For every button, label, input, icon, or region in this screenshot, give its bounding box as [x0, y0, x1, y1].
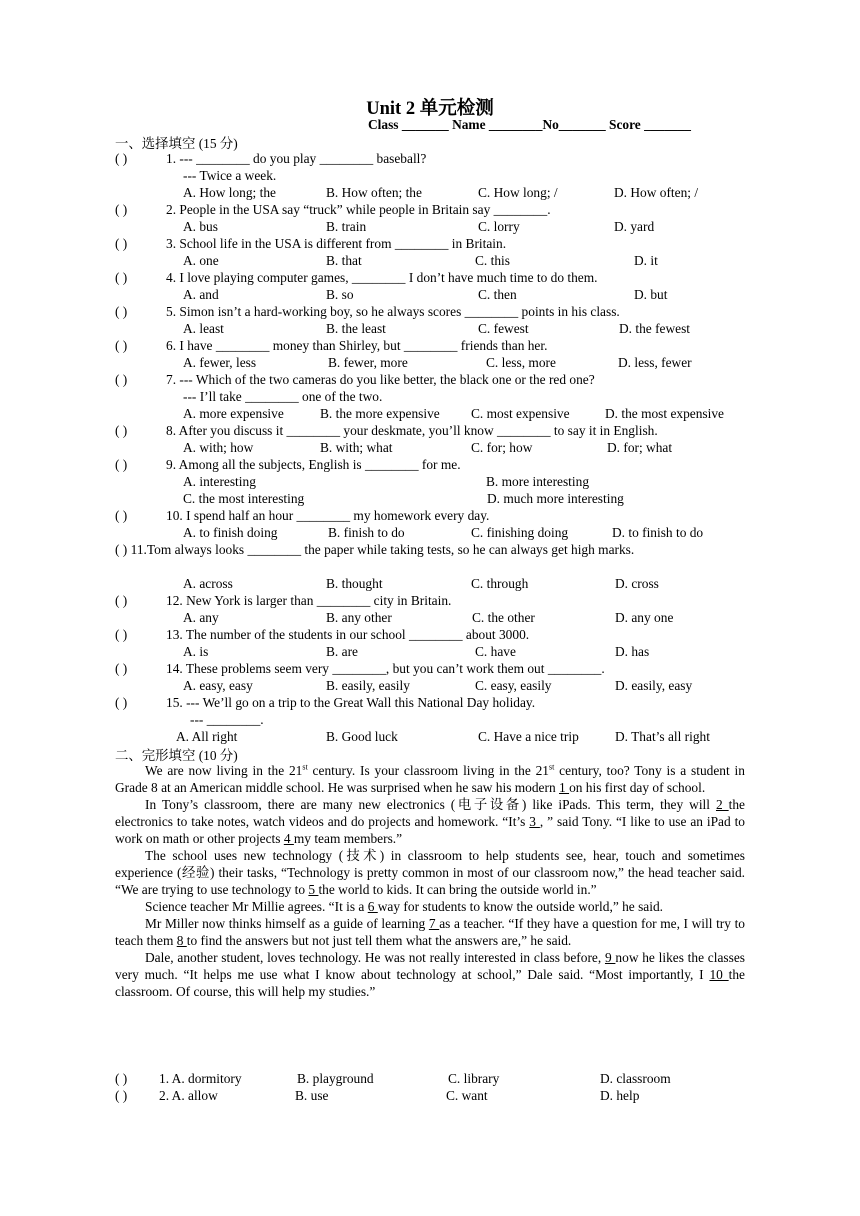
question-stem: 4. I love playing computer games, ________ I don’t have much time to do them.: [166, 270, 598, 285]
paragraph-4: Science teacher Mr Millie agrees. “It is a 6 way for students to know the outside world,” he said.: [145, 899, 664, 914]
option-b: B. train: [326, 219, 367, 234]
blank-5: 5: [308, 882, 319, 897]
question-9-options-row1: [183, 473, 743, 490]
option-a: A. bus: [183, 219, 218, 234]
answer-bracket: ( ): [115, 542, 128, 557]
question-10-options: [183, 524, 743, 541]
blank-8: 8: [176, 933, 187, 948]
question-stem: 3. School life in the USA is different from ________ in Britain.: [166, 236, 507, 251]
option-a: A. any: [183, 610, 219, 625]
question-2-options: [183, 218, 743, 235]
question-8-options: [183, 439, 743, 456]
section2-heading: 二、完形填空 (10 分): [115, 748, 238, 763]
question-7-options: [183, 405, 743, 422]
answer-bracket: ( ): [115, 151, 128, 166]
question-3-options: [183, 252, 743, 269]
cloze-passage: [115, 762, 745, 1000]
answer-bracket: ( ): [115, 236, 128, 251]
option-b: B. use: [295, 1088, 329, 1103]
question-12-options: [183, 609, 743, 626]
option-b: B. finish to do: [328, 525, 405, 540]
answer-bracket: ( ): [115, 1088, 128, 1103]
option-c: C. for; how: [471, 440, 533, 455]
option-a: A. across: [183, 576, 233, 591]
option-d: D. easily, easy: [615, 678, 693, 693]
question-stem: 10. I spend half an hour ________ my homework every day.: [166, 508, 490, 523]
question-stem: 1. --- ________ do you play ________ baseball?: [166, 151, 427, 166]
option-d: D. cross: [615, 576, 659, 591]
option-a: A. easy, easy: [183, 678, 253, 693]
cloze-answer-1: [115, 1070, 745, 1087]
option-c: C. library: [448, 1071, 500, 1086]
paragraph-6: Dale, another student, loves technology. He was not really interested in class before, 9 now he likes the classes very much. “It helps me use what I know about technology at school,” Dale said. “Most importantly, I 10 the classroom. Of course, this will help my studies.”: [115, 950, 745, 999]
answer-bracket: ( ): [115, 508, 128, 523]
option-c: C. lorry: [478, 219, 520, 234]
option-a: A. and: [183, 287, 219, 302]
question-stem: 11.Tom always looks ________ the paper while taking tests, so he can always get high marks.: [130, 542, 635, 557]
answer-bracket: ( ): [115, 372, 128, 387]
answer-bracket: ( ): [115, 423, 128, 438]
option-c: C. the other: [472, 610, 535, 625]
question-14-options: [183, 677, 743, 694]
option-c: C. finishing doing: [471, 525, 569, 540]
option-b: B. easily, easily: [326, 678, 410, 693]
answer-bracket: ( ): [115, 304, 128, 319]
question-11-options: [183, 575, 743, 592]
option-c: C. less, more: [486, 355, 556, 370]
cloze-answer-2: [115, 1087, 745, 1104]
blank-6: 6: [367, 899, 378, 914]
section1-heading: 一、选择填空 (15 分): [115, 136, 238, 151]
option-c: C. Have a nice trip: [478, 729, 579, 744]
question-stem: 15. --- We’ll go on a trip to the Great Wall this National Day holiday.: [166, 695, 536, 710]
option-b: B. with; what: [320, 440, 393, 455]
question-stem: 2. People in the USA say “truck” while people in Britain say ________.: [166, 202, 551, 217]
question-stem: 2. A. allow: [159, 1088, 218, 1103]
option-a: A. is: [183, 644, 209, 659]
option-b: B. any other: [326, 610, 392, 625]
option-b: B. How often; the: [326, 185, 422, 200]
question-15-options: [176, 728, 746, 745]
option-b: B. so: [326, 287, 354, 302]
answer-bracket: ( ): [115, 457, 128, 472]
option-a: A. to finish doing: [183, 525, 278, 540]
blank-9: 9: [604, 950, 616, 965]
question-stem: 8. After you discuss it ________ your deskmate, you’ll know ________ to say it in English.: [166, 423, 658, 438]
option-d: D. the most expensive: [605, 406, 725, 421]
question-9-options-row2: [183, 490, 743, 507]
option-b: B. thought: [326, 576, 383, 591]
option-d: D. the fewest: [619, 321, 691, 336]
option-b: B. are: [326, 644, 358, 659]
blank-3: 3: [529, 814, 540, 829]
option-b: B. that: [326, 253, 362, 268]
question-6-options: [183, 354, 743, 371]
blank-1: 1: [559, 780, 570, 795]
option-d: D. help: [600, 1088, 640, 1103]
option-d: D. much more interesting: [487, 491, 624, 506]
question-stem: 12. New York is larger than ________ city in Britain.: [166, 593, 452, 608]
dialogue-reply: --- Twice a week.: [183, 168, 277, 183]
option-d: D. How often; /: [614, 185, 699, 200]
blank-4: 4: [283, 831, 294, 846]
option-a: A. more expensive: [183, 406, 284, 421]
question-stem: 1. A. dormitory: [159, 1071, 242, 1086]
option-d: D. classroom: [600, 1071, 671, 1086]
option-d: D. That’s all right: [615, 729, 710, 744]
option-a: A. interesting: [183, 474, 256, 489]
option-c: C. the most interesting: [183, 491, 305, 506]
paragraph-2: In Tony’s classroom, there are many new electronics (电子设备) like iPads. This term, they will 2 the electronics to take notes, watch videos and do projects and homework. “It’s 3 , ” said Tony. “I like to use an iPad to work on math or other projects 4 my team members.”: [115, 797, 745, 846]
answer-bracket: ( ): [115, 661, 128, 676]
option-c: C. want: [446, 1088, 488, 1103]
option-d: D. to finish to do: [612, 525, 704, 540]
blank-2: 2: [715, 797, 729, 812]
option-c: C. How long; /: [478, 185, 558, 200]
option-c: C. fewest: [478, 321, 529, 336]
paragraph-3: The school uses new technology (技术) in classroom to help students see, hear, touch and sometimes experience (经验) their tasks, “Technology is pretty common in most of our classroom now,” the head teacher said. “We are trying to use technology to 5 the world to kids. It can bring the outside world in.”: [115, 848, 745, 897]
option-d: D. it: [634, 253, 658, 268]
answer-bracket: ( ): [115, 627, 128, 642]
question-11: [115, 541, 745, 558]
option-a: A. How long; the: [183, 185, 276, 200]
question-stem: 7. --- Which of the two cameras do you like better, the black one or the red one?: [166, 372, 595, 387]
page-title: Unit 2 单元检测: [366, 99, 494, 119]
answer-bracket: ( ): [115, 1071, 128, 1086]
option-c: C. have: [475, 644, 516, 659]
question-13-options: [183, 643, 743, 660]
option-b: B. more interesting: [486, 474, 590, 489]
option-c: C. most expensive: [471, 406, 570, 421]
question-4-options: [183, 286, 743, 303]
option-d: D. any one: [615, 610, 674, 625]
option-c: C. easy, easily: [475, 678, 552, 693]
question-stem: 6. I have ________ money than Shirley, but ________ friends than her.: [166, 338, 548, 353]
option-d: D. but: [634, 287, 668, 302]
option-b: B. Good luck: [326, 729, 398, 744]
option-a: A. with; how: [183, 440, 254, 455]
question-stem: 9. Among all the subjects, English is ________ for me.: [166, 457, 461, 472]
answer-bracket: ( ): [115, 270, 128, 285]
option-a: A. least: [183, 321, 224, 336]
paragraph-5: Mr Miller now thinks himself as a guide of learning 7 as a teacher. “If they have a question for me, I will try to teach them 8 to find the answers but not just tell them what the answers are,” he said.: [115, 916, 745, 948]
answer-bracket: ( ): [115, 695, 128, 710]
blank-7: 7: [428, 916, 440, 931]
paragraph-1: We are now living in the 21st century. Is your classroom living in the 21st century, too? Tony is a student in Grade 8 at an American middle school. He was surprised when he saw his modern 1 on his first day of school.: [115, 762, 745, 795]
question-stem: 5. Simon isn’t a hard-working boy, so he always scores ________ points in his class.: [166, 304, 620, 319]
option-b: B. the least: [326, 321, 386, 336]
answer-bracket: ( ): [115, 338, 128, 353]
option-b: B. playground: [297, 1071, 374, 1086]
blank-10: 10: [709, 967, 729, 982]
dialogue-reply: --- I’ll take ________ one of the two.: [183, 389, 383, 404]
option-d: D. yard: [614, 219, 655, 234]
option-d: D. for; what: [607, 440, 673, 455]
option-d: D. has: [615, 644, 650, 659]
option-a: A. one: [183, 253, 219, 268]
question-stem: 14. These problems seem very ________, but you can’t work them out ________.: [166, 661, 605, 676]
option-c: C. this: [475, 253, 510, 268]
question-1-options: [183, 184, 743, 201]
question-5-options: [183, 320, 743, 337]
student-info-line: Class _______ Name ________No_______ Score _______: [368, 117, 691, 132]
dialogue-reply: --- ________.: [190, 712, 264, 727]
option-c: C. then: [478, 287, 517, 302]
option-b: B. fewer, more: [328, 355, 408, 370]
option-d: D. less, fewer: [618, 355, 692, 370]
answer-bracket: ( ): [115, 593, 128, 608]
option-c: C. through: [471, 576, 529, 591]
option-b: B. the more expensive: [320, 406, 440, 421]
answer-bracket: ( ): [115, 202, 128, 217]
option-a: A. fewer, less: [183, 355, 257, 370]
question-stem: 13. The number of the students in our school ________ about 3000.: [166, 627, 530, 642]
option-a: A. All right: [176, 729, 238, 744]
